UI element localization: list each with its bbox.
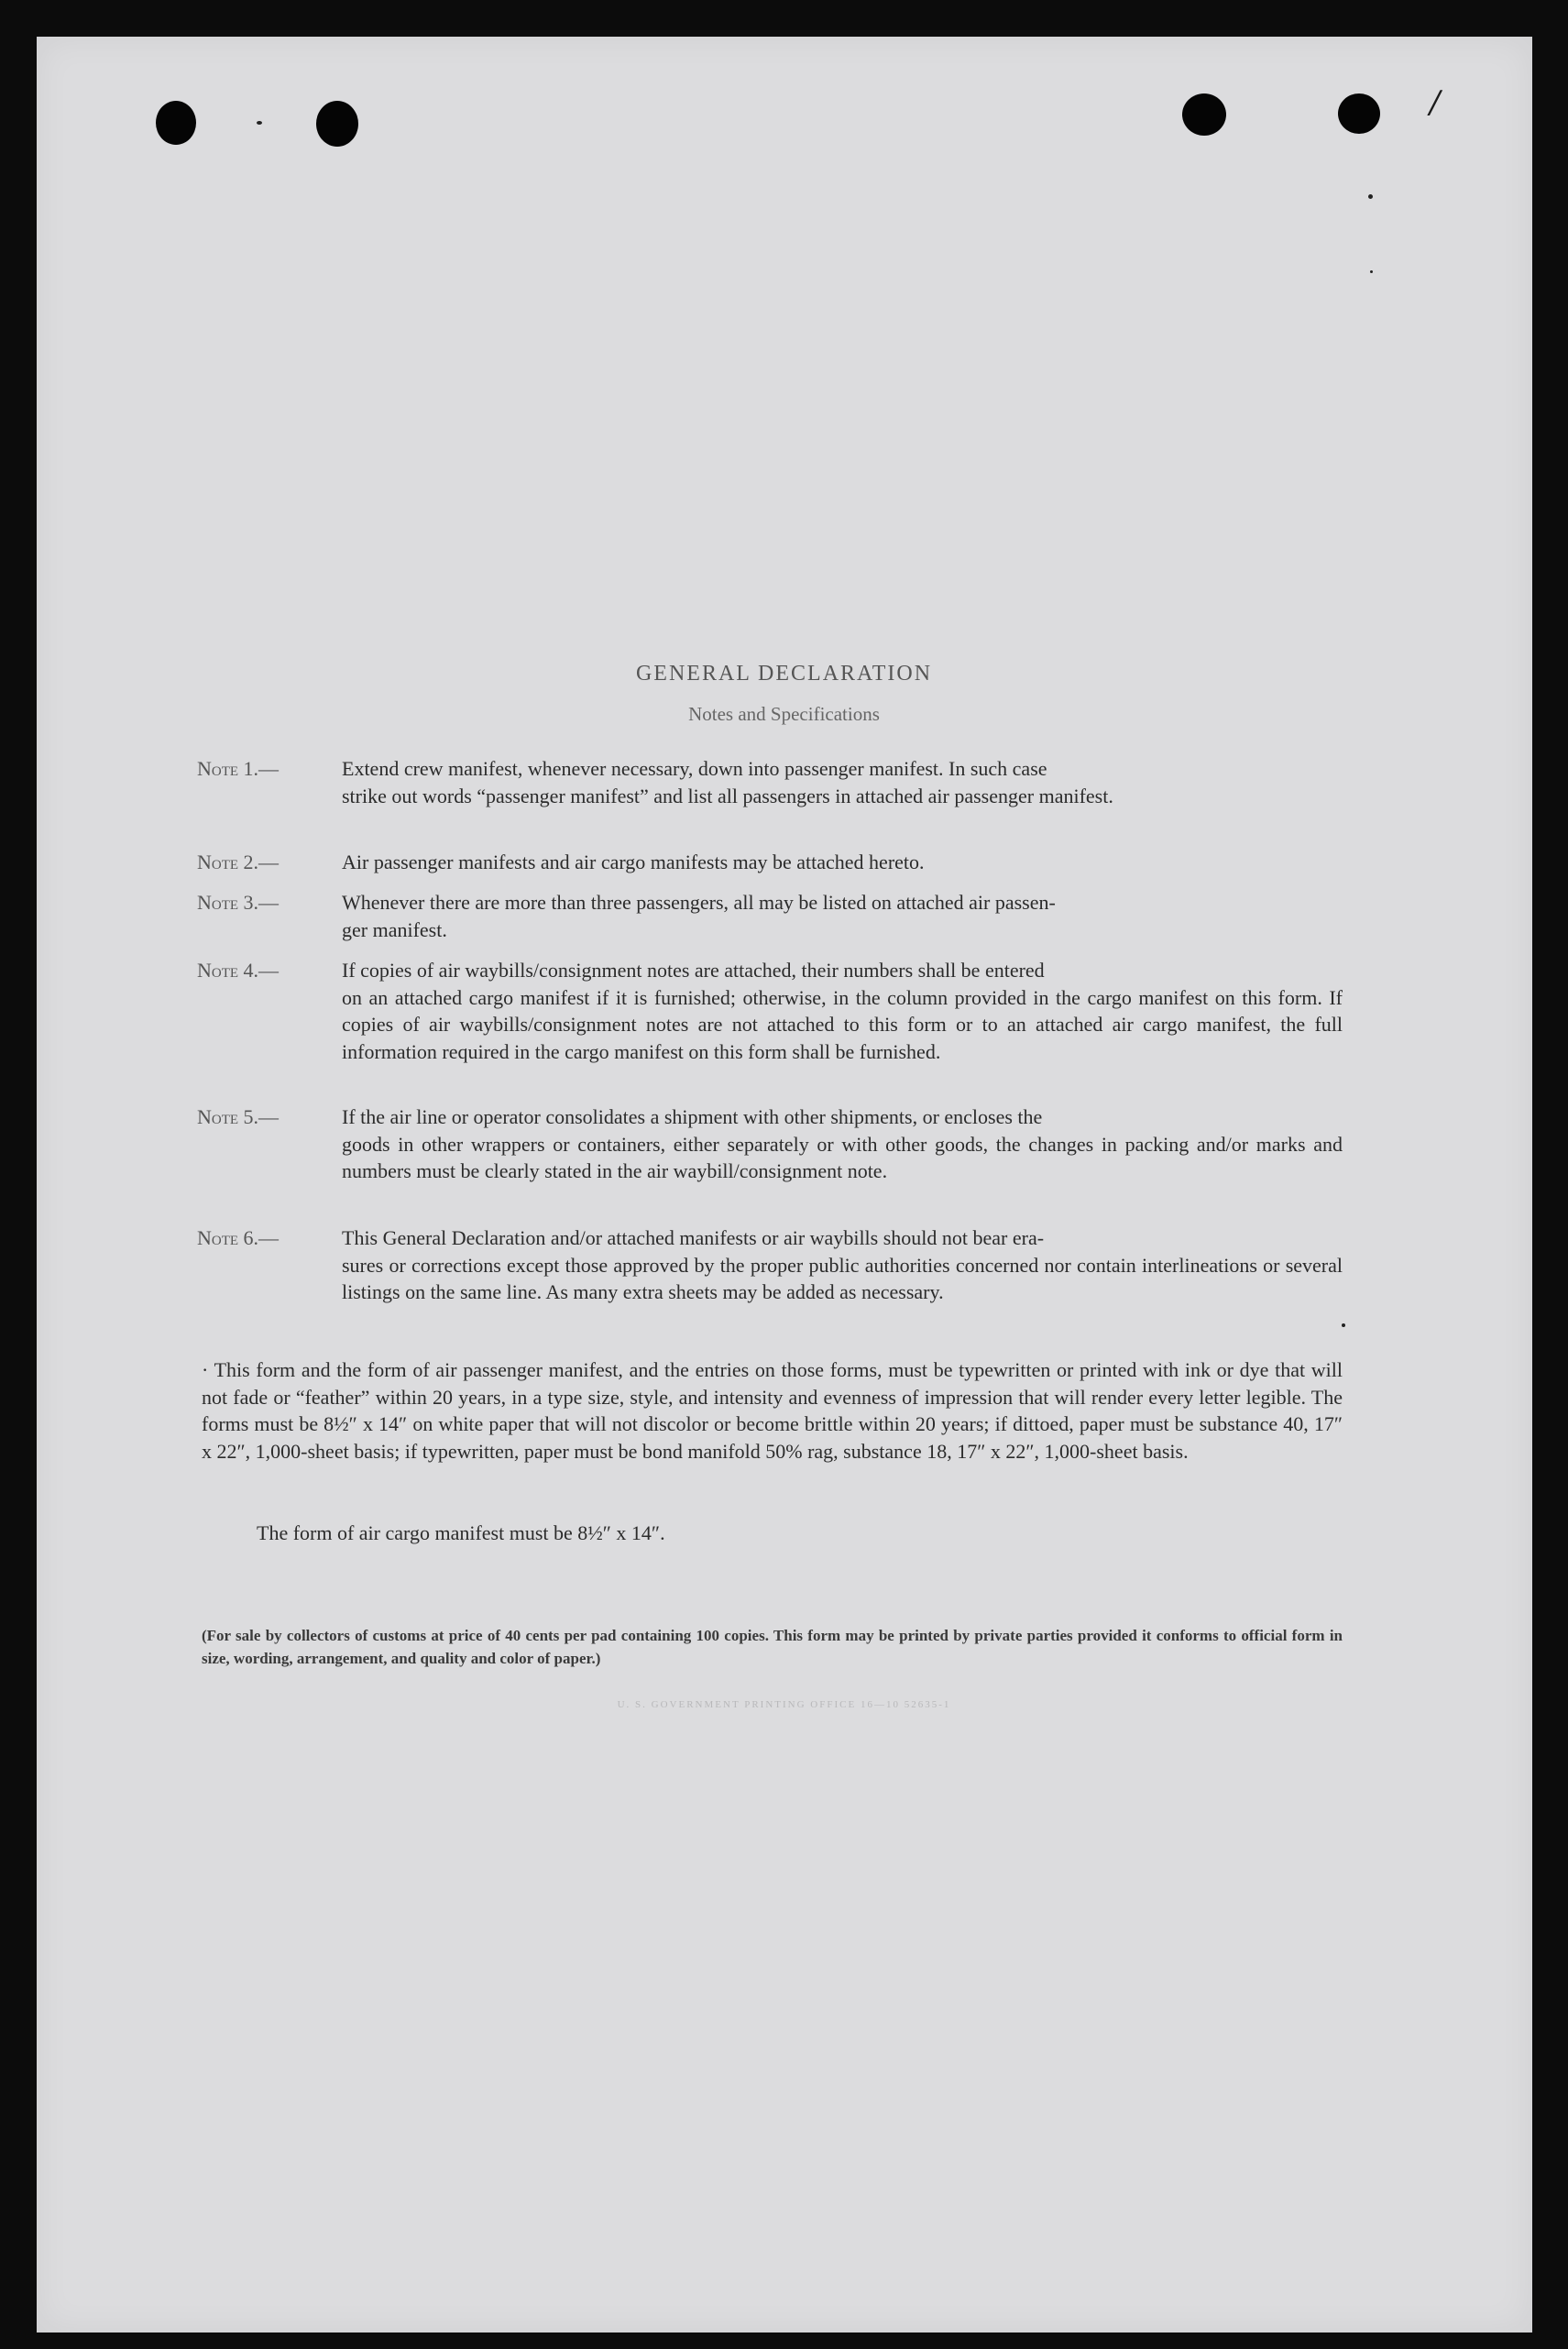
note-label: Note 3.— (197, 891, 280, 914)
note-label: Note 1.— (197, 757, 280, 780)
note-text: Whenever there are more than three passengers, all may be listed on attached air passen- (342, 891, 1056, 914)
note-text: If the air line or operator consolidates a shipment with other shipments, or encloses the (342, 1105, 1043, 1128)
note-text: on an attached cargo manifest if it is furnished; otherwise, in the column provided in the cargo manifest on this form. If copies of air waybills/consignment notes are not attached to this form or to an attached air cargo manifest, the full information required in the cargo manifest on this form shall be furnished. (342, 985, 1343, 1063)
printer-line: U. S. GOVERNMENT PRINTING OFFICE 16—10 52635-1 (617, 1699, 951, 1710)
note-text: Extend crew manifest, whenever necessary, down into passenger manifest. In such case (342, 757, 1047, 780)
dust-speck (1342, 1323, 1345, 1327)
note-5 (197, 1103, 1343, 1185)
punch-hole (316, 101, 358, 147)
note-text: goods in other wrappers or containers, either separately or with other goods, the changes in packing and/or marks and numbers must be clearly stated in the air waybill/consignment note. (342, 1132, 1343, 1182)
specification-paragraph: · This form and the form of air passenger manifest, and the entries on those forms, must be typewritten or printed with ink or dye that will not fade or “feather” within 20 years, in a type size, style, and intensity and evenness of impression that will render every letter legible. The forms must be 8½″ x 14″ on white paper that will not discolor or become brittle within 20 years; if dittoed, paper must be substance 40, 17″ x 22″, 1,000-sheet basis; if typewritten, paper must be bond manifold 50% rag, substance 18, 17″ x 22″, 1,000-sheet basis. (202, 1358, 1343, 1463)
note-text: strike out words “passenger manifest” and list all passengers in attached air passenger manifest. (342, 784, 1113, 807)
dust-speck (1370, 270, 1373, 273)
page-subtitle: Notes and Specifications (688, 703, 880, 725)
note-text: ger manifest. (342, 917, 447, 941)
note-label: Note 5.— (197, 1105, 280, 1128)
note-6 (197, 1224, 1343, 1306)
dust-speck (1368, 194, 1373, 199)
punch-hole (1182, 93, 1226, 136)
page-title: GENERAL DECLARATION (635, 662, 933, 686)
dust-speck (257, 121, 262, 125)
note-2 (197, 849, 1343, 876)
note-4 (197, 957, 1343, 1065)
note-label: Note 6.— (197, 1226, 280, 1249)
footer-note: (For sale by collectors of customs at price of 40 cents per pad containing 100 copies. This form may be printed by private parties provided it conforms to official form in size, wording, arrangement, and quality and color of paper.) (202, 1627, 1343, 1667)
note-1 (197, 755, 1343, 809)
note-3 (197, 889, 1343, 943)
punch-hole (1338, 93, 1380, 134)
document-page (37, 37, 1532, 2333)
note-text: Air passenger manifests and air cargo manifests may be attached hereto. (342, 851, 925, 873)
note-label: Note 2.— (197, 851, 280, 873)
cargo-size-paragraph: The form of air cargo manifest must be 8½″ x 14″. (257, 1521, 665, 1544)
handwritten-mark: / (1430, 84, 1441, 121)
note-text: sures or corrections except those approved by the proper public authorities concerned nor contain interlineations or several listings on the same line. As many extra sheets may be added as necessary. (342, 1253, 1343, 1303)
punch-hole (156, 101, 196, 145)
note-text: If copies of air waybills/consignment notes are attached, their numbers shall be entered (342, 959, 1045, 982)
note-text: This General Declaration and/or attached manifests or air waybills should not bear era- (342, 1226, 1045, 1249)
note-label: Note 4.— (197, 959, 280, 982)
